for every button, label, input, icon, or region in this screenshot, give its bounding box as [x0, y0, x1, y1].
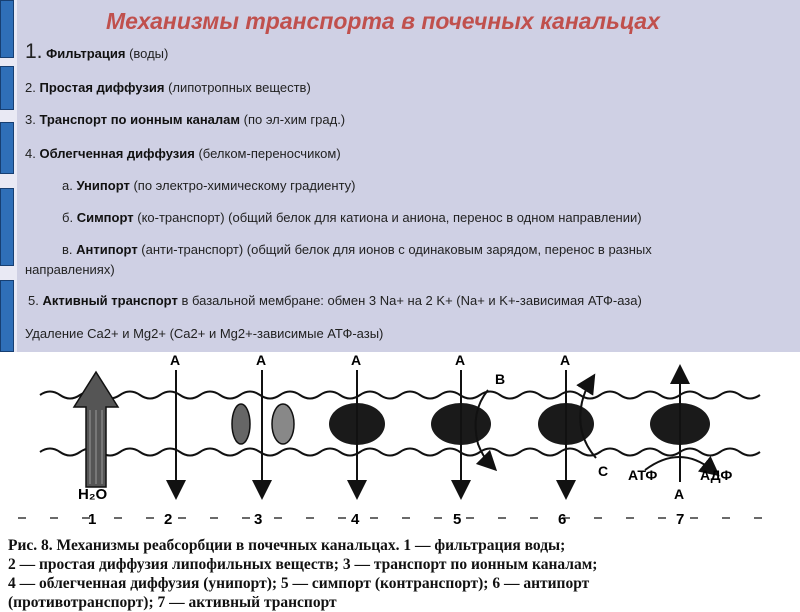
item-desc: (воды): [125, 46, 169, 61]
caption-line: 4 — облегченная диффузия (унипорт); 5 — симпорт (контранспорт); 6 — антипорт: [8, 575, 590, 592]
item-1: [25, 40, 168, 64]
item-desc: Удаление Ca2+ и Mg2+ (Ca2+ и Mg2+-зависимые АТФ-азы): [25, 326, 384, 341]
membrane-line-bottom: [40, 449, 760, 456]
figure-caption: [8, 536, 798, 612]
mechanism-number: 3: [254, 511, 263, 528]
item-4c-continued: [25, 262, 115, 277]
item-term: Симпорт: [76, 210, 134, 225]
sidebar-decoration: [0, 0, 17, 352]
label-a: A: [351, 352, 362, 368]
caption-line: Рис. 8. Механизмы реабсорбции в почечных канальцах. 1 — фильтрация воды;: [8, 537, 566, 554]
mechanism-number: 1: [88, 511, 97, 528]
filtration-arrow: [74, 372, 118, 487]
item-5-continued: [25, 326, 383, 341]
item-desc: (по эл-хим град.): [240, 112, 346, 127]
item-desc: (белком-переносчиком): [194, 146, 341, 161]
atp-label: АТФ: [628, 467, 658, 483]
sidebar-bar: [0, 280, 14, 352]
item-term: Унипорт: [76, 178, 130, 193]
item-5: [28, 293, 642, 308]
item-number: а.: [62, 178, 73, 193]
item-4b: [62, 210, 642, 225]
item-desc: (по электро-химическому градиенту): [129, 178, 356, 193]
label-a: A: [170, 352, 181, 368]
item-2: [25, 80, 311, 95]
label-a: A: [256, 352, 267, 368]
mechanism-number: 5: [453, 511, 462, 528]
item-number: в.: [62, 242, 73, 257]
caption-line: 2 — простая диффузия липофильных веществ; 3 — транспорт по ионным каналам;: [8, 556, 598, 573]
item-number: 1.: [25, 40, 43, 63]
label-c: C: [598, 463, 609, 479]
item-desc: направлениях): [25, 262, 115, 277]
item-term: Фильтрация: [46, 46, 126, 61]
item-number: 5.: [28, 293, 39, 308]
item-term: Транспорт по ионным каналам: [39, 112, 241, 127]
item-desc: (анти-транспорт) (общий белок для ионов с одинаковым зарядом, перенос в разных: [137, 242, 652, 257]
item-3: [25, 112, 345, 127]
sidebar-bar: [0, 66, 14, 110]
item-term: Простая диффузия: [39, 80, 165, 95]
item-4c: [62, 242, 652, 257]
label-a: A: [455, 352, 466, 368]
item-number: 3.: [25, 112, 36, 127]
item-desc: (липотропных веществ): [164, 80, 311, 95]
item-desc: (ко-транспорт) (общий белок для катиона и аниона, перенос в одном направлении): [133, 210, 642, 225]
mechanism-number: 4: [351, 511, 360, 528]
caption-line: (противотранспорт); 7 — активный транспорт: [8, 594, 337, 611]
membrane-line-top: [40, 392, 760, 399]
sidebar-bar: [0, 0, 14, 58]
item-4: [25, 146, 341, 161]
adp-label: АДФ: [700, 467, 733, 483]
sidebar-bar: [0, 122, 14, 174]
label-a: A: [674, 486, 685, 502]
item-number: б.: [62, 210, 74, 225]
mechanism-number: 2: [164, 511, 173, 528]
item-term: Антипорт: [76, 242, 138, 257]
label-a: A: [560, 352, 571, 368]
mechanism-number: 6: [558, 511, 567, 528]
item-term: Активный транспорт: [42, 293, 178, 308]
item-4a: [62, 178, 356, 193]
item-desc: в базальной мембране: обмен 3 Na+ на 2 K+ (Na+ и K+-зависимая АТФ-аза): [177, 293, 642, 308]
label-b: B: [495, 371, 506, 387]
slide-title: Механизмы транспорта в почечных канальцах: [106, 8, 660, 34]
sidebar-bar: [0, 188, 14, 266]
water-label: H₂O: [78, 486, 108, 503]
mechanism-number: 7: [676, 511, 685, 528]
item-term: Облегченная диффузия: [39, 146, 195, 161]
item-number: 4.: [25, 146, 36, 161]
item-number: 2.: [25, 80, 36, 95]
